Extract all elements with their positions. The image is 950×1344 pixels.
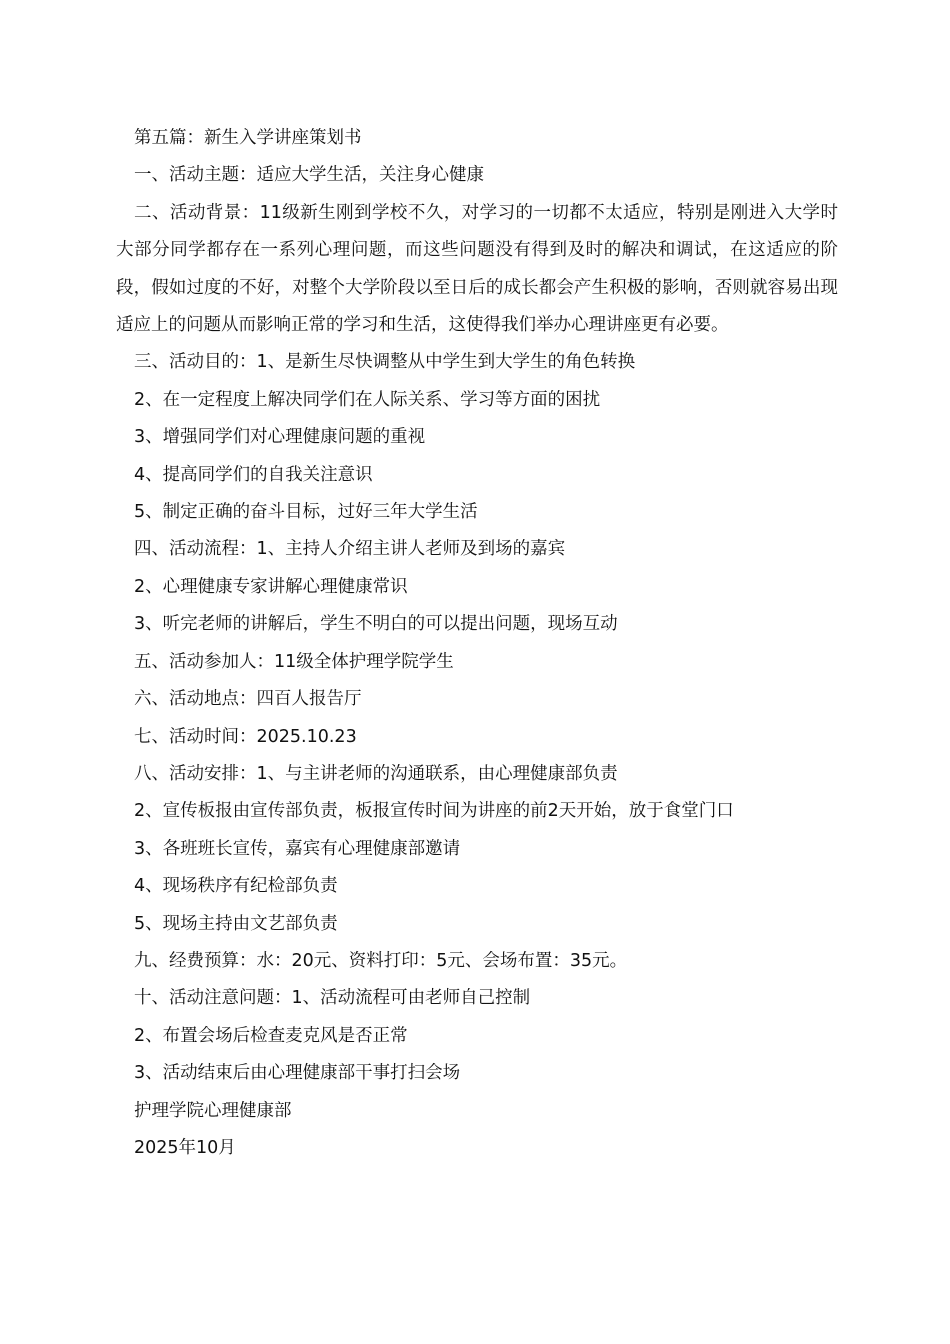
signature: 护理学院心理健康部 — [134, 1100, 292, 1121]
text-line: 十、活动注意问题：1、活动流程可由老师自己控制 — [134, 988, 531, 1009]
document-title: 第五篇：新生入学讲座策划书 — [134, 128, 362, 148]
text-line: 七、活动时间：2025.10.23 — [134, 726, 357, 747]
text-line: 五、活动参加人：11级全体护理学院学生 — [134, 651, 454, 672]
text-line: 九、经费预算：水：20元、资料打印：5元、会场布置：35元。 — [134, 950, 628, 971]
text-line: 六、活动地点：四百人报告厅 — [134, 689, 362, 710]
document-body — [116, 120, 838, 1167]
text-line: 八、活动安排：1、与主讲老师的沟通联系，由心理健康部负责 — [134, 763, 618, 784]
text-line: 四、活动流程：1、主持人介绍主讲人老师及到场的嘉宾 — [134, 539, 566, 560]
text-line: 5、制定正确的奋斗目标，过好三年大学生活 — [134, 502, 478, 523]
activity-background: 二、活动背景：11级新生刚到学校不久，对学习的一切都不太适应，特别是刚进入大学时大部分同学都存在一系列心理问题，而这些问题没有得到及时的解决和调试，在这适应的阶段，假如过度的不好，对整个大学阶段以至日后的成长都会产生积极的影响，否则就容易出现适应上的问题从而影响正常的学习和生活，这使得我们举办心理讲座更有必要。 — [116, 202, 838, 336]
text-line: 3、各班班长宣传，嘉宾有心理健康部邀请 — [134, 838, 461, 859]
text-line: 5、现场主持由文艺部负责 — [134, 913, 338, 934]
activity-theme: 一、活动主题：适应大学生活，关注身心健康 — [134, 165, 484, 186]
text-line: 4、提高同学们的自我关注意识 — [134, 464, 373, 485]
text-line: 4、现场秩序有纪检部负责 — [134, 876, 338, 897]
text-line: 3、增强同学们对心理健康问题的重视 — [134, 427, 426, 448]
text-line: 三、活动目的：1、是新生尽快调整从中学生到大学生的角色转换 — [134, 352, 636, 373]
text-line: 2、宣传板报由宣传部负责，板报宣传时间为讲座的前2天开始，放于食堂门口 — [134, 801, 734, 822]
text-line: 2、在一定程度上解决同学们在人际关系、学习等方面的困扰 — [134, 389, 601, 410]
text-line: 2、布置会场后检查麦克风是否正常 — [134, 1025, 408, 1046]
text-line: 2、心理健康专家讲解心理健康常识 — [134, 576, 408, 597]
document-date: 2025年10月 — [134, 1137, 236, 1158]
text-line: 3、活动结束后由心理健康部干事打扫会场 — [134, 1063, 461, 1084]
text-line: 3、听完老师的讲解后，学生不明白的可以提出问题，现场互动 — [134, 614, 618, 635]
